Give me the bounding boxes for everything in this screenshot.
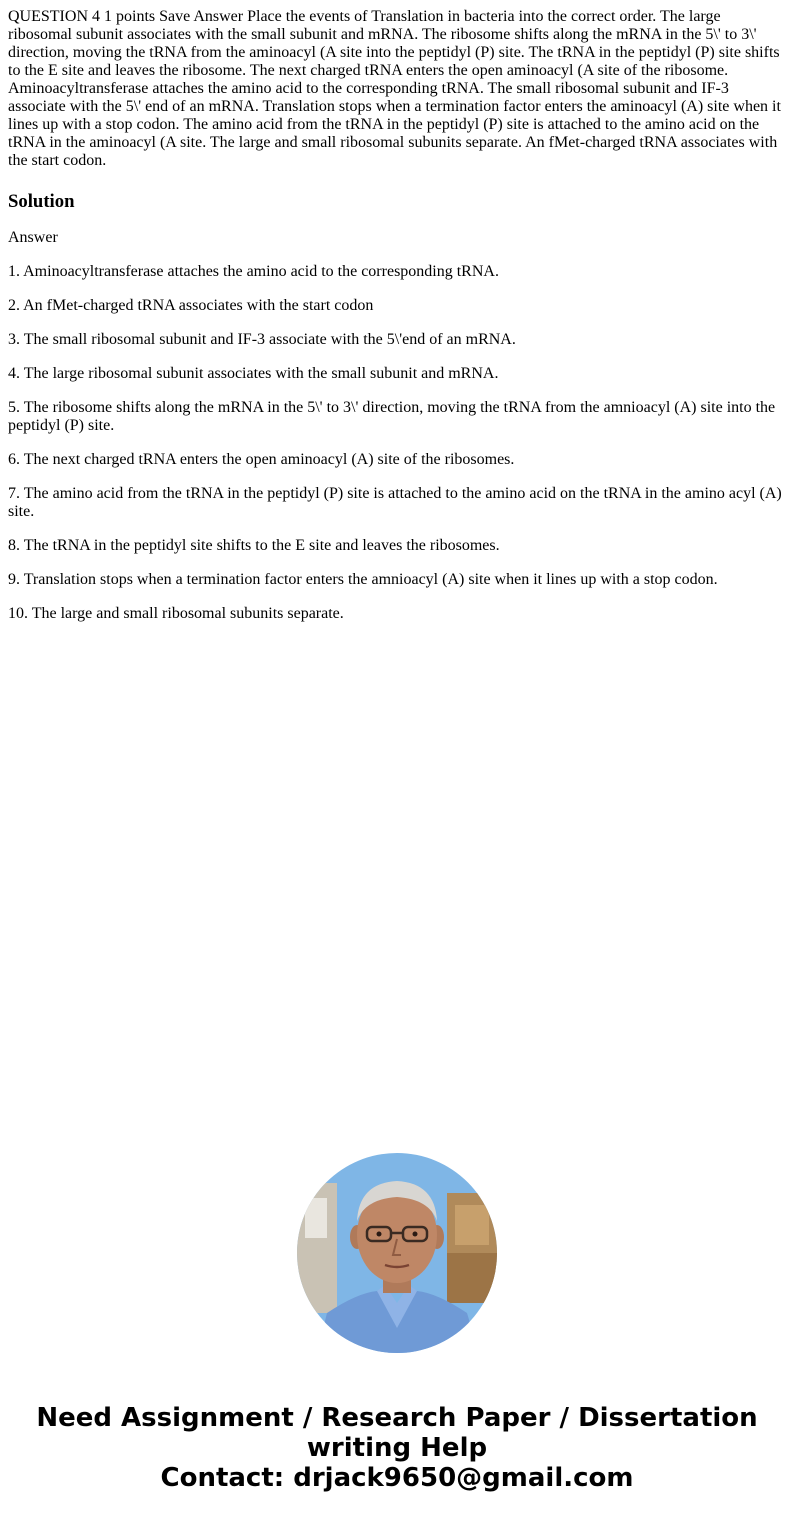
author-avatar <box>297 1153 497 1353</box>
solution-heading: Solution <box>8 191 75 212</box>
document-body <box>8 8 786 623</box>
author-portrait-image <box>297 1153 497 1353</box>
answer-step: 3. The small ribosomal subunit and IF-3 associate with the 5\'end of an mRNA. <box>8 331 516 348</box>
answer-step: 6. The next charged tRNA enters the open aminoacyl (A) site of the ribosomes. <box>8 451 515 468</box>
promo-contact: Contact: drjack9650@gmail.com <box>160 1463 634 1493</box>
answer-step: 10. The large and small ribosomal subunits separate. <box>8 605 344 622</box>
answer-step: 5. The ribosome shifts along the mRNA in the 5\' to 3\' direction, moving the tRNA from the amnioacyl (A) site into the peptidyl (P) site. <box>8 399 776 434</box>
answer-steps <box>8 263 786 623</box>
answer-step: 2. An fMet-charged tRNA associates with the start codon <box>8 297 374 314</box>
answer-step: 4. The large ribosomal subunit associates with the small subunit and mRNA. <box>8 365 499 382</box>
answer-step: 9. Translation stops when a termination factor enters the amnioacyl (A) site when it lines up with a stop codon. <box>8 571 718 588</box>
answer-label: Answer <box>8 229 58 246</box>
question-text: QUESTION 4 1 points Save Answer Place the events of Translation in bacteria into the correct order. The large ribosomal subunit associates with the small subunit and mRNA. The ribosome shifts along the mRNA in the 5\' to 3\' direction, moving the tRNA from the aminoacyl (A site into the peptidyl (P) site. The tRNA in the peptidyl (P) site shifts to the E site and leaves the ribosome. The next charged tRNA enters the open aminoacyl (A site of the ribosome. Aminoacyltransferase attaches the amino acid to the corresponding tRNA. The small ribosomal subunit and IF-3 associate with the 5\' end of an mRNA. Translation stops when a termination factor enters the aminoacyl (A) site when it lines up with a stop codon. The amino acid from the tRNA in the peptidyl (P) site is attached to the amino acid on the tRNA in the aminoacyl (A site. The large and small ribosomal subunits separate. An fMet-charged tRNA associates with the start codon. <box>8 8 781 169</box>
answer-step: 7. The amino acid from the tRNA in the peptidyl (P) site is attached to the amino acid on the tRNA in the amino acyl (A) site. <box>8 485 782 520</box>
promo-footer <box>0 1403 794 1493</box>
answer-step: 1. Aminoacyltransferase attaches the amino acid to the corresponding tRNA. <box>8 263 499 280</box>
promo-line-1: Need Assignment / Research Paper / Dissertation <box>36 1403 758 1433</box>
answer-step: 8. The tRNA in the peptidyl site shifts to the E site and leaves the ribosomes. <box>8 537 500 554</box>
promo-line-2: writing Help <box>306 1433 488 1463</box>
